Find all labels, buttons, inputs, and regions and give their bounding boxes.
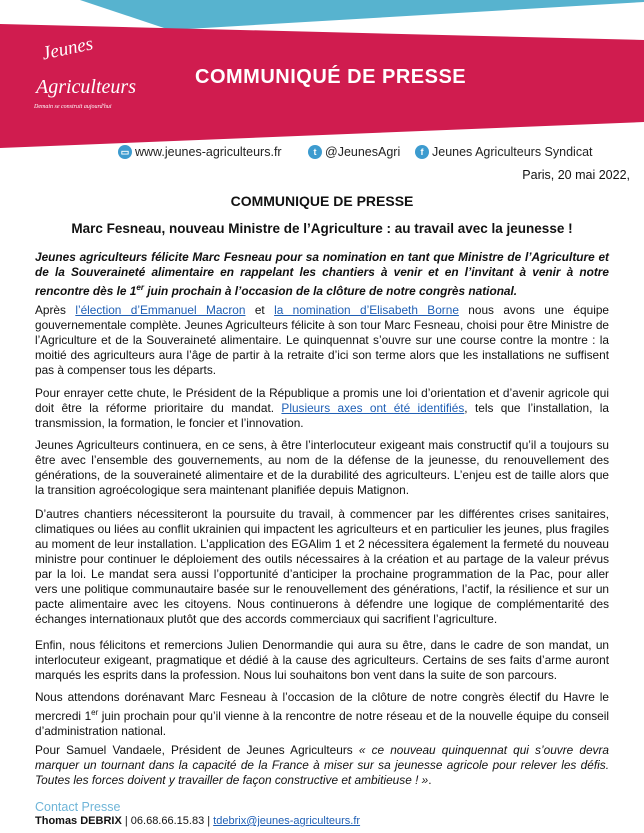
p1-text-1: Après [35, 303, 76, 317]
paragraph-4: D’autres chantiers nécessiteront la poursuite du travail, à commencer par les différentes crises sanitaires, climatiques ou liées au conflit ukrainien qui impactent les agriculteurs et en particulier les jeunes, plus fragiles au moment de leur installation. L’application des EGAlim 1 et 2 nécessitera également la fermeté du nouveau ministre pour continuer le déploiement des outils nécessaires à la création et au partage de la valeur prévus par la loi. Le mandat sera aussi l’opportunité d’anticiper la prochaine programmation de la Pac, pour aller vers une politique communautaire basée sur le renouvellement des générations, l’actif, la résilience et sur un pacte alimentaire avec les citoyens. Nous continuerons à défendre une logique de complémentarité des échanges internationaux plutôt que des accords commerciaux qui sacrifient l’agriculture. [35, 507, 609, 626]
intro-paragraph [35, 250, 609, 299]
contact-separator-2: | [204, 815, 214, 827]
paragraph-5: Enfin, nous félicitons et remercions Julien Denormandie qui aura su être, dans le cadre de son mandat, un interlocuteur exigeant, pragmatique et dédié à la cause des agriculteurs. Certains de ses faits d’arme auront marqués les esprits dans la profession. Nous lui souhaitons bon vent dans la suite de son parcours. [35, 638, 609, 682]
facebook-icon: f [415, 145, 429, 159]
p1-text-2: et [245, 303, 275, 317]
link-nomination-borne[interactable]: la nomination d’Elisabeth Borne [274, 303, 459, 317]
twitter-text: @JeunesAgri [325, 145, 401, 159]
p7-quote: « ce nouveau quinquennat qui s’ouvre devra marquer un tournant dans la capacité de la France à miser sur sa jeunesse agricole pour relever les défis. Toutes les forces doivent y travailler de façon constructive et ambitieuse ! » [35, 743, 609, 787]
contact-name: Thomas DEBRIX [35, 815, 122, 827]
logo-agriculteurs-text: Agriculteurs [36, 76, 136, 98]
logo-jeunes-text: Jeunes [40, 33, 95, 65]
paragraph-6 [35, 690, 609, 739]
p6-text-1: Nous attendons dorénavant Marc Fesneau à l’occasion de la clôture de notre congrès électif du Havre le mercredi 1 [35, 690, 609, 723]
link-election-macron[interactable]: l’élection d’Emmanuel Macron [75, 303, 246, 317]
p7-text-1: Pour Samuel Vandaele, Président de Jeunes Agriculteurs [35, 743, 359, 757]
paragraph-7 [35, 743, 609, 788]
paragraph-1 [35, 303, 609, 378]
paragraph-3: Jeunes Agriculteurs continuera, en ce sens, à être l’interlocuteur exigeant mais constructif qu’il a toujours su être avec l’ensemble des gouvernements, au nom de la défense de la jeunesse, du renouvellement des générations, de la souveraineté alimentaire et de la durabilité des agriculteurs. L’enjeu est de taille alors que la transition agroécologique sera maintenant planifiée depuis Matignon. [35, 438, 609, 497]
date-line: Paris, 20 mai 2022, [522, 168, 630, 182]
p6-text-2: juin prochain pour qu’il vienne à la rencontre de notre réseau et de la nouvelle équipe du conseil d’administration national. [35, 708, 609, 738]
p7-text-2: . [428, 773, 432, 787]
document-subheading: Marc Fesneau, nouveau Ministre de l’Agriculture : au travail avec la jeunesse ! [71, 221, 573, 236]
banner-title: COMMUNIQUÉ DE PRESSE [195, 66, 467, 88]
p2-text-1: Pour enrayer cette chute, le Président de la République a promis une loi d’orientation et d’avenir agricole qui doit être la réforme prioritaire du mandat. [35, 386, 609, 415]
facebook-text: Jeunes Agriculteurs Syndicat [432, 145, 593, 159]
p2-text-2: , tels que l’installation, la transmission, la formation, le foncier et l’innovation. [35, 401, 609, 430]
p1-text-3: nous avons une équipe gouvernementale complète. Jeunes Agriculteurs félicite à son tour Marc Fesneau, choisi pour être Ministre de l’Agriculture et de la Souveraineté alimentaire. Le quinquennat s’ouvre sur une course contre la montre : la moitié des agriculteurs aura l’âge de partir à la retraite d’ici son terme alors que les installations ne suffisent pas à compenser tous les départs. [35, 303, 609, 377]
link-plusieurs-axes[interactable]: Plusieurs axes ont été identifiés [281, 401, 465, 415]
social-links [0, 145, 644, 163]
header-banner [0, 0, 644, 150]
intro-text-2: juin prochain à l’occasion de la clôture de notre congrès national. [143, 283, 518, 298]
web-icon: ▭ [118, 145, 132, 159]
intro-sup: er [136, 283, 144, 292]
contact-title: Contact Presse [35, 800, 121, 814]
contact-phone: 06.68.66.15.83 [130, 815, 205, 827]
website-link[interactable] [118, 145, 282, 159]
paragraph-2 [35, 386, 609, 431]
contact-separator-1: | [121, 815, 131, 827]
logo-tagline: Demain se construit aujourd'hui [34, 104, 112, 110]
banner-teal-stripe [80, 0, 644, 30]
facebook-link[interactable] [415, 145, 593, 159]
p6-sup: er [91, 708, 99, 717]
twitter-icon: t [308, 145, 322, 159]
contact-line [35, 815, 360, 827]
contact-email-link[interactable]: tdebrix@jeunes-agriculteurs.fr [213, 815, 361, 827]
document-heading: COMMUNIQUE DE PRESSE [230, 193, 414, 209]
website-text: www.jeunes-agriculteurs.fr [135, 145, 282, 159]
intro-text-1: Jeunes agriculteurs félicite Marc Fesneau pour sa nomination en tant que Ministre de l’Agriculture et de la Souveraineté alimentaire en rappelant les chantiers à venir et en l’invitant à venir à notre rencontre dès le 1 [35, 250, 609, 298]
twitter-link[interactable] [308, 145, 400, 159]
